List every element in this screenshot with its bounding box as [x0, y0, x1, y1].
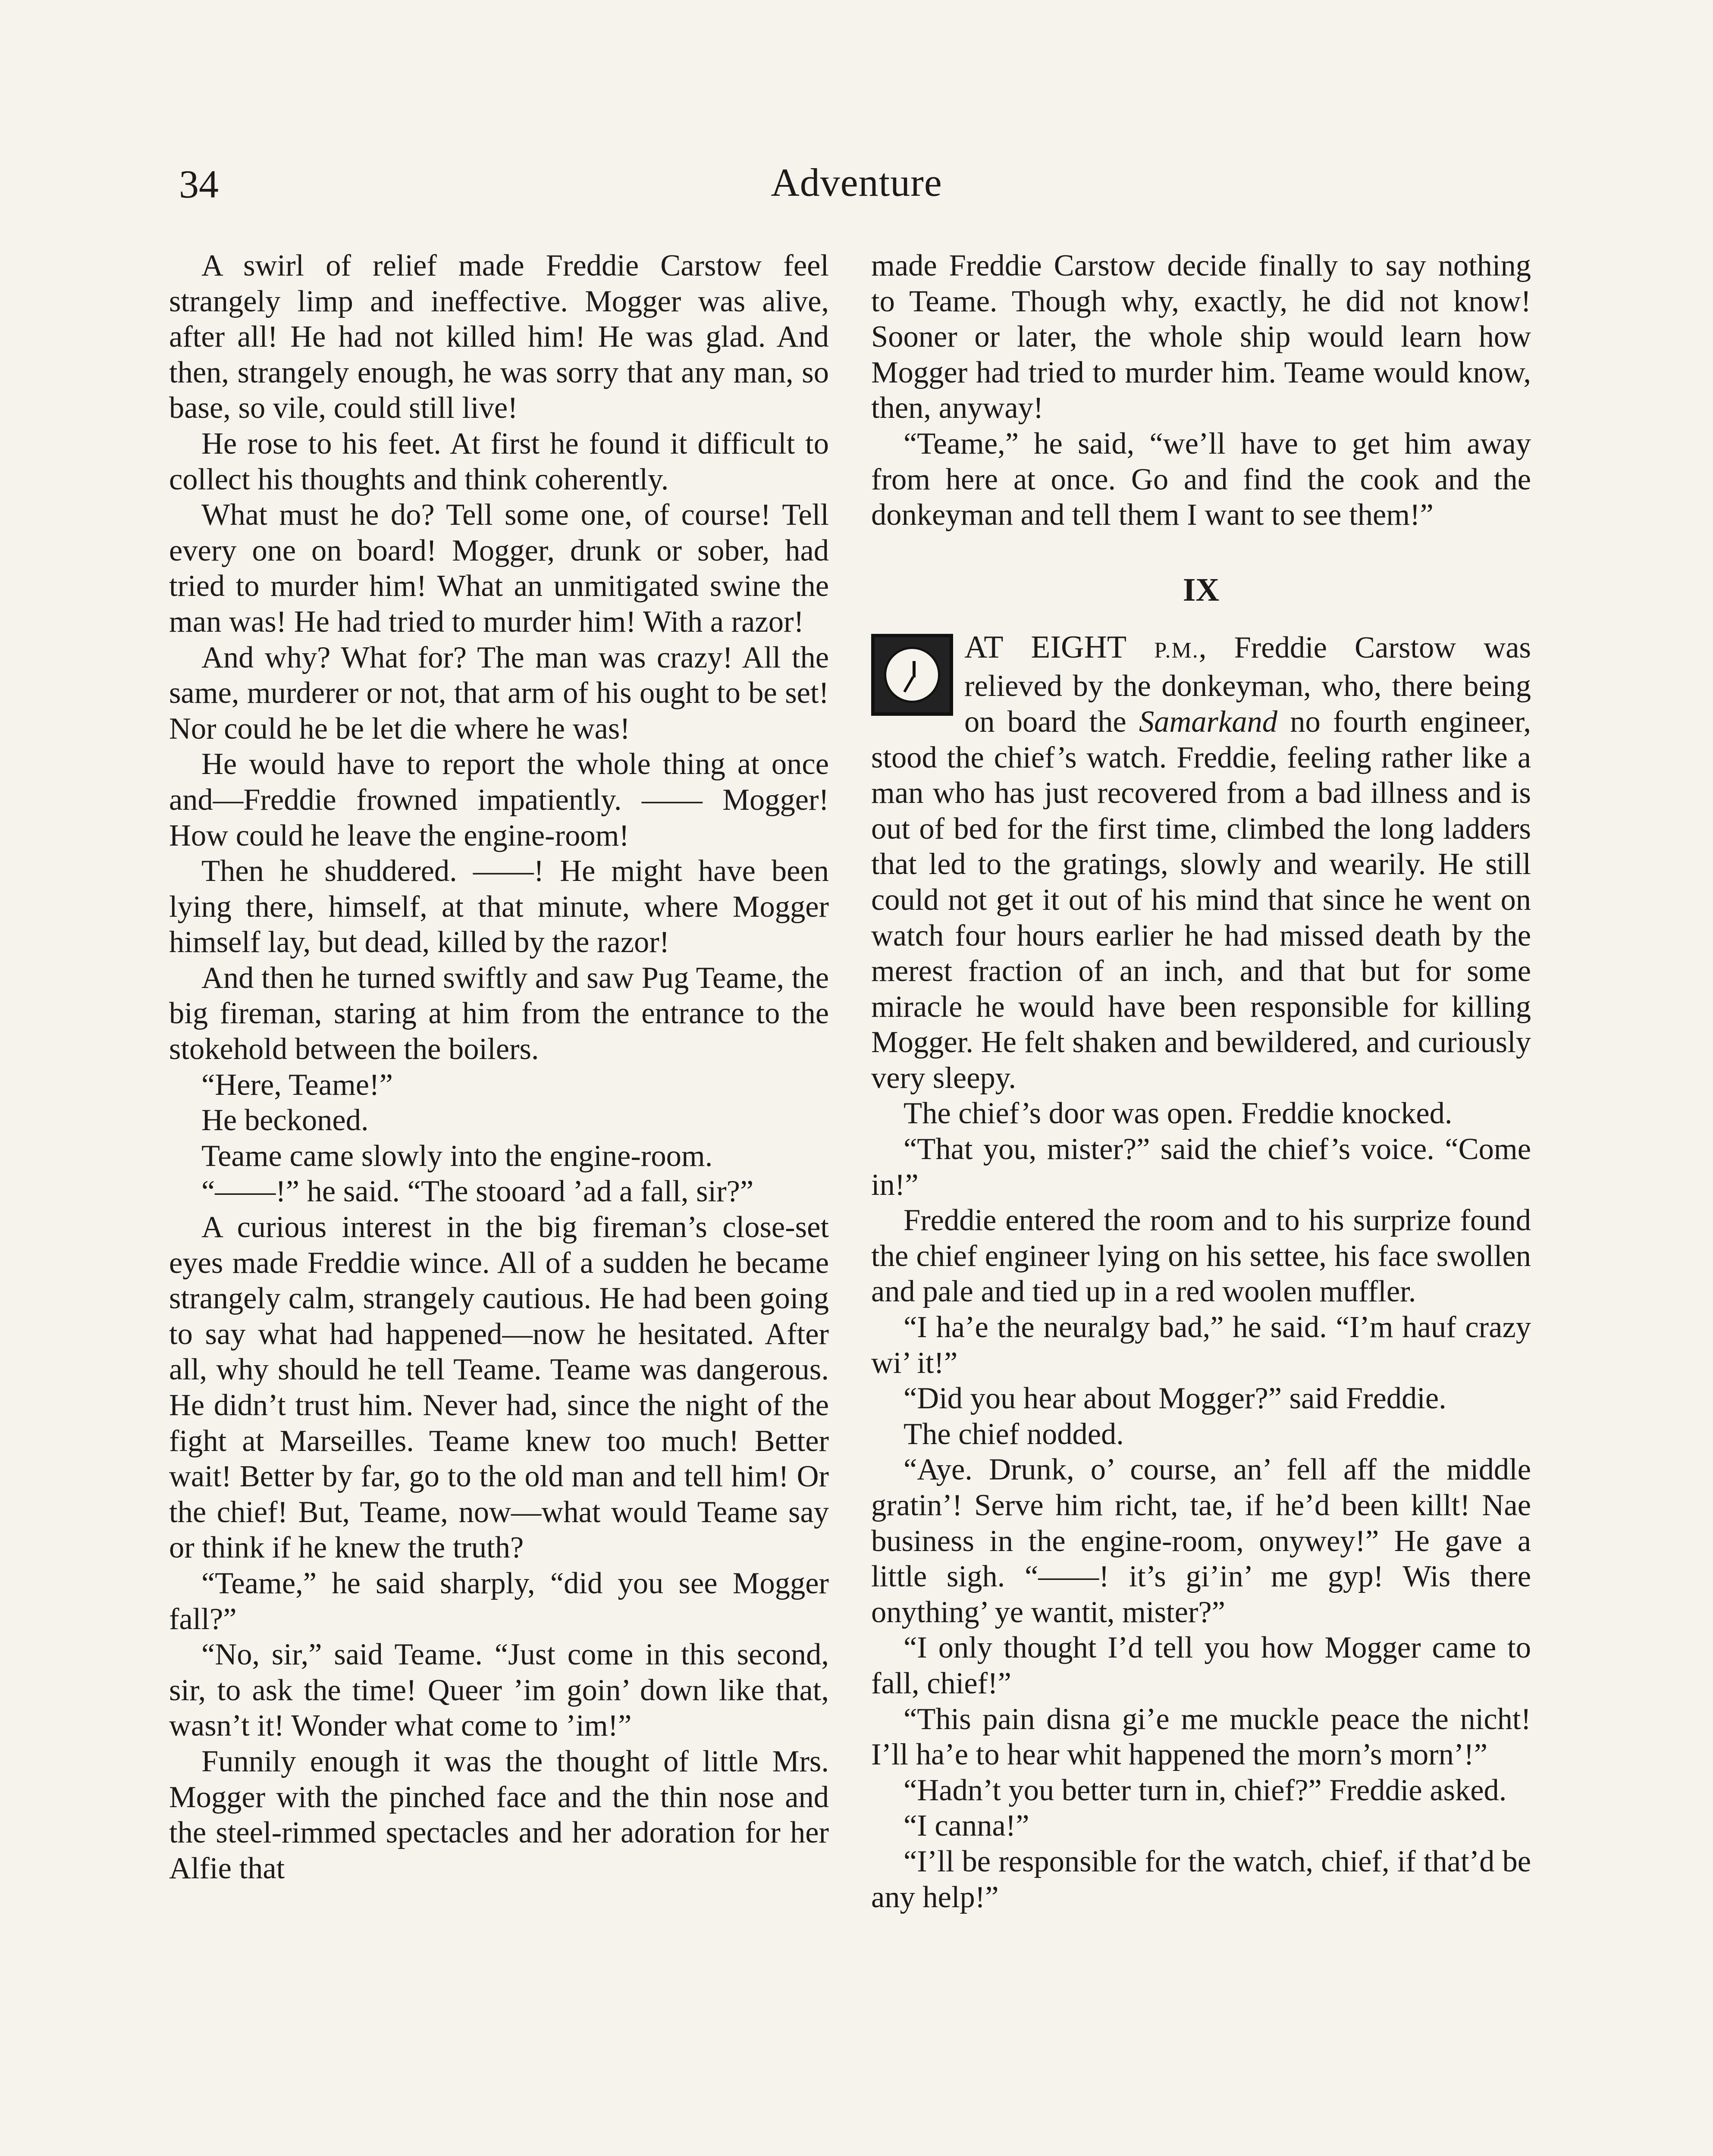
clock-face [884, 647, 940, 703]
opening-text: , Freddie Carstow was relieved by the donkeyman, who, there being on board the [964, 630, 1531, 739]
paragraph: “Hadn’t you better turn in, chief?” Freddie asked. [904, 1773, 1507, 1807]
paragraph: He beckoned. [201, 1103, 369, 1138]
paragraph: “I’ll be responsible for the watch, chief, if that’d be any help!” [871, 1844, 1531, 1914]
paragraph: “I canna!” [904, 1809, 1029, 1843]
paragraph: What must he do? Tell some one, of course! Tell every one on board! Mogger, drunk or sober, had tried to murder him! What an unmitigated swine the man was! He had tried to murder him! With a razor! [169, 498, 829, 639]
section-opening-paragraph [871, 630, 1531, 1096]
paragraph-continued: made Freddie Carstow decide finally to say nothing to Teame. Though why, exactly, he did not know! Sooner or later, the whole ship would learn how Mogger had tried to murder him. Teame would know, then, anyway! [871, 249, 1531, 425]
right-column [871, 248, 1531, 1915]
paragraph: “No, sir,” said Teame. “Just come in this second, sir, to ask the time! Queer ’im goin’ down like that, wasn’t it! Wonder what come to ’im!” [169, 1638, 829, 1743]
paragraph: And why? What for? The man was crazy! All the same, murderer or not, that arm of his ought to be set! Nor could he be let die where he was! [169, 640, 829, 746]
clock-icon [871, 634, 953, 716]
paragraph: “Aye. Drunk, o’ course, an’ fell aff the middle gratin’! Serve him richt, tae, if he’d been killt! Nae business in the engine-room, onywey!” He gave a little sigh. “——! it’s gi’in’ me gyp! Wis there onything’ ye wantit, mister?” [871, 1453, 1531, 1629]
paragraph: The chief’s door was open. Freddie knocked. [904, 1097, 1453, 1131]
lead-words: AT EIGHT [964, 629, 1127, 665]
paragraph: Then he shuddered. ——! He might have been lying there, himself, at that minute, where Mogger himself lay, but dead, killed by the razor! [169, 854, 829, 959]
paragraph: “——!” he said. “The stooard ’ad a fall, sir?” [201, 1175, 754, 1209]
running-title: Adventure [771, 160, 942, 204]
paragraph: “I ha’e the neuralgy bad,” he said. “I’m hauf crazy wi’ it!” [871, 1310, 1531, 1380]
paragraph: Teame came slowly into the engine-room. [201, 1139, 713, 1173]
left-column [169, 248, 829, 1886]
time-abbrev: P.M. [1154, 638, 1199, 663]
paragraph: “That you, mister?” said the chief’s voice. “Come in!” [871, 1132, 1531, 1202]
ship-name: Samarkand [1139, 705, 1277, 739]
page-number: 34 [179, 162, 219, 206]
section-number: IX [1183, 571, 1220, 608]
clock-minute-hand [903, 676, 914, 693]
paragraph: A curious interest in the big fireman’s close-set eyes made Freddie wince. All of a sudden he became strangely calm, strangely cautious. He had been going to say what had happened—now he hesitated. After all, why should he tell Teame. Teame was dangerous. He didn’t trust him. Never had, since the night of the fight at Marseilles. Teame knew too much! Better wait! Better by far, go to the old man and tell him! Or the chief! But, Teame, now—what would Teame say or think if he knew the truth? [169, 1210, 829, 1565]
paragraph: The chief nodded. [904, 1417, 1124, 1451]
paragraph: Freddie entered the room and to his surprize found the chief engineer lying on his settee, his face swollen and pale and tied up in a red woolen muffler. [871, 1203, 1531, 1309]
paragraph: “Did you hear about Mogger?” said Freddie. [904, 1382, 1446, 1416]
paragraph: Funnily enough it was the thought of little Mrs. Mogger with the pinched face and the thin nose and the steel-rimmed spectacles and her adoration for her Alfie that [169, 1744, 829, 1885]
paragraph: “Here, Teame!” [201, 1068, 393, 1102]
paragraph: “This pain disna gi’e me muckle peace the nicht! I’ll ha’e to hear whit happened the morn’s morn’!” [871, 1702, 1531, 1772]
paragraph: And then he turned swiftly and saw Pug Teame, the big fireman, staring at him from the entrance to the stokehold between the boilers. [169, 961, 829, 1066]
paragraph: “Teame,” he said, “we’ll have to get him away from here at once. Go and find the cook and the donkeyman and tell them I want to see them!” [871, 426, 1531, 532]
paragraph: A swirl of relief made Freddie Carstow feel strangely limp and ineffective. Mogger was alive, after all! He had not killed him! He was glad. And then, strangely enough, he was sorry that any man, so base, so vile, could still live! [169, 249, 829, 425]
opening-text-cont: no fourth engineer, stood the chief’s watch. Freddie, feeling rather like a man who has just recovered from a bad illness and is out of bed for the first time, climbed the long ladders that led to the gratings, slowly and wearily. He still could not get it out of his mind that since he went on watch four hours earlier he had missed death by the merest fraction of an inch, and that but for some miracle he would have been responsible for killing Mogger. He felt shaken and bewildered, and curiously very sleepy. [871, 705, 1531, 1095]
paragraph: He rose to his feet. At first he found it difficult to collect his thoughts and think coherently. [169, 426, 829, 496]
clock-hour-hand [913, 661, 916, 677]
paragraph: “I only thought I’d tell you how Mogger came to fall, chief!” [871, 1631, 1531, 1700]
paragraph: “Teame,” he said sharply, “did you see Mogger fall?” [169, 1566, 829, 1636]
paragraph: He would have to report the whole thing at once and—Freddie frowned impatiently. —— Mogger! How could he leave the engine-room! [169, 747, 829, 852]
